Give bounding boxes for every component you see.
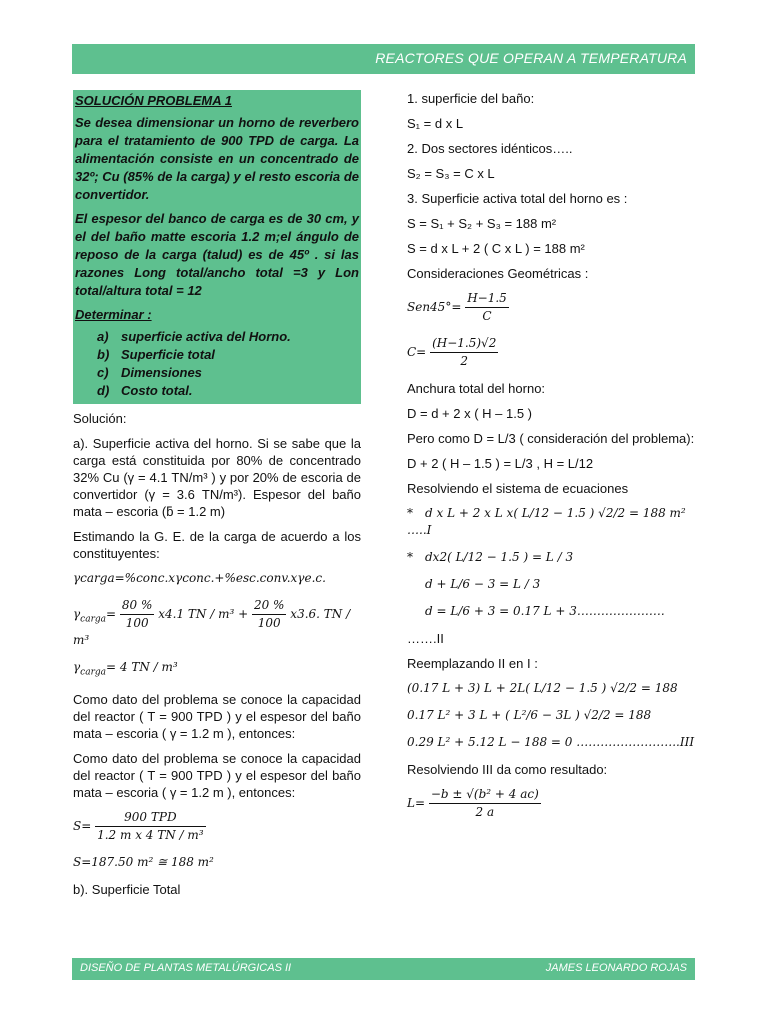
solution-label: Solución: bbox=[73, 411, 127, 426]
problem-paragraph-1: Se desea dimensionar un horno de reverbero para el tratamiento de 900 TPD de carga. La alimentación consiste en un concentrado de 32º; Cu (85% de la carga) y el resto escoria de convertidor. bbox=[75, 115, 359, 202]
step-3-formula-a: S = S₁ + S₂ + S₃ = 188 m² bbox=[407, 216, 557, 231]
paragraph-estimando: Estimando la G. E. de la carga de acuerdo a los constituyentes: bbox=[73, 529, 361, 561]
anchura-heading: Anchura total del horno: bbox=[407, 381, 546, 396]
paragraph-pero-como: Pero como D = L/3 ( consideración del problema): bbox=[407, 431, 695, 446]
header-title: REACTORES QUE OPERAN A TEMPERATURA bbox=[375, 50, 687, 66]
step-3: 3. Superficie activa total del horno es : bbox=[407, 191, 628, 206]
relation-formula: D + 2 ( H – 1.5 ) = L/3 , H = L/12 bbox=[407, 456, 594, 471]
equation-gamma-carga: γcarga=%conc.xγconc.+%esc.conv.xγe.c. bbox=[73, 571, 326, 585]
task-item: c) Dimensiones bbox=[97, 365, 202, 380]
problem-paragraph-2: El espesor del banco de carga es de 30 cm, y el del baño matte escoria 1.2 m;el ángulo de reposo de la carga (talud) es de 45º . si las razones Long total/ancho total =3 y Lon total/altura total = 12 bbox=[75, 211, 359, 298]
footer-course: DISEÑO DE PLANTAS METALÚRGICAS II bbox=[80, 962, 292, 974]
step-3-formula-b: S = d x L + 2 ( C x L ) = 188 m² bbox=[407, 241, 585, 256]
step-1-formula: S₁ = d x L bbox=[407, 116, 464, 131]
task-list bbox=[75, 328, 359, 400]
equation-II-a: * dx2( L/12 − 1.5 ) = L / 3 bbox=[407, 550, 574, 564]
equation-area: S= $\frac{\text{900 TPD}}{\text{1.2 m x 4 TN / m³}}$ bbox=[73, 810, 204, 843]
step-2-formula: S₂ = S₃ = C x L bbox=[407, 166, 495, 181]
step-2: 2. Dos sectores idénticos….. bbox=[407, 141, 573, 156]
paragraph-dato-2: Como dato del problema se conoce la capacidad del reactor ( T = 900 TPD ) y el espesor del baño mata – escoria ( γ = 1.2 m ), entonces: bbox=[73, 751, 361, 801]
problem-title: SOLUCIÓN PROBLEMA 1 bbox=[75, 93, 232, 108]
footer-author: JAMES LEONARDO ROJAS bbox=[545, 962, 687, 974]
right-column bbox=[407, 90, 695, 831]
page-footer bbox=[72, 958, 695, 980]
equation-II-c: d = L/6 + 3 = 0.17 L + 3…………………. bbox=[425, 604, 665, 618]
task-item: d) Costo total. bbox=[97, 383, 193, 398]
paragraph-dato-1: Como dato del problema se conoce la capacidad del reactor ( T = 900 TPD ) y el espesor del baño mata – escoria ( γ = 1.2 m ), entonces: bbox=[73, 692, 361, 742]
page-header bbox=[72, 44, 695, 74]
equation-I: * d x L + 2 x L x( L/12 − 1.5 ) √2/2 = 188 m² …..I bbox=[407, 506, 686, 537]
paragraph-superficie-total: b). Superficie Total bbox=[73, 882, 181, 898]
system-heading: Resolviendo el sistema de ecuaciones bbox=[407, 481, 629, 496]
equation-replaced-2: 0.17 L² + 3 L + ( L²/6 − 3L ) √2/2 = 188 bbox=[407, 708, 652, 722]
equation-area-result: S=187.50 m² ≅ 188 m² bbox=[73, 855, 214, 870]
problem-statement-box bbox=[73, 90, 361, 404]
equation-gamma-result: $\gamma_{carga}= 4$ TN / m³ bbox=[73, 660, 178, 678]
equation-gamma-values: $\gamma_{carga}=$ $\frac{80 \%}{100}$ x4.1 TN / m³ + $\frac{20 \%}{100}$ x3.6. TN / m³ bbox=[73, 598, 351, 647]
result-heading: Resolviendo III da como resultado: bbox=[407, 762, 608, 777]
task-item: a) superficie activa del Horno. bbox=[97, 329, 291, 344]
equation-III: 0.29 L² + 5.12 L − 188 = 0 ……………………..III bbox=[407, 735, 695, 749]
replace-heading: Reemplazando II en I : bbox=[407, 656, 538, 671]
equation-replaced-1: (0.17 L + 3) L + 2L( L/12 − 1.5 ) √2/2 = 188 bbox=[407, 681, 678, 695]
determinar-label: Determinar : bbox=[75, 307, 152, 322]
task-item: b) Superficie total bbox=[97, 347, 215, 362]
anchura-formula: D = d + 2 x ( H – 1.5 ) bbox=[407, 406, 532, 421]
step-1: 1. superficie del baño: bbox=[407, 91, 535, 106]
equation-sen45: Sen45°= $\frac{H-1.5}{C}$ bbox=[407, 291, 507, 323]
equation-II-b: d + L/6 − 3 = L / 3 bbox=[425, 577, 541, 591]
equation-quadratic: L= $\frac{\text{−b ± √(b² + 4 ac)}}{2 a}$ bbox=[407, 787, 539, 819]
equation-c: C= $\frac{(H-1.5)√2}{2}$ bbox=[407, 336, 497, 368]
geometry-heading: Consideraciones Geométricas : bbox=[407, 266, 589, 281]
equation-II-label: …….II bbox=[407, 631, 444, 646]
paragraph-superficie-activa: a). Superficie activa del horno. Si se sabe que la carga está constituida por 80% de concentrado 32% Cu (γ = 4.1 TN/m³ ) y por 20% de escoria de convertidor (γ = 3.6 TN/m³). Espesor del baño mata – escoria (ƃ = 1.2 m) bbox=[73, 436, 361, 519]
left-column bbox=[73, 90, 361, 906]
